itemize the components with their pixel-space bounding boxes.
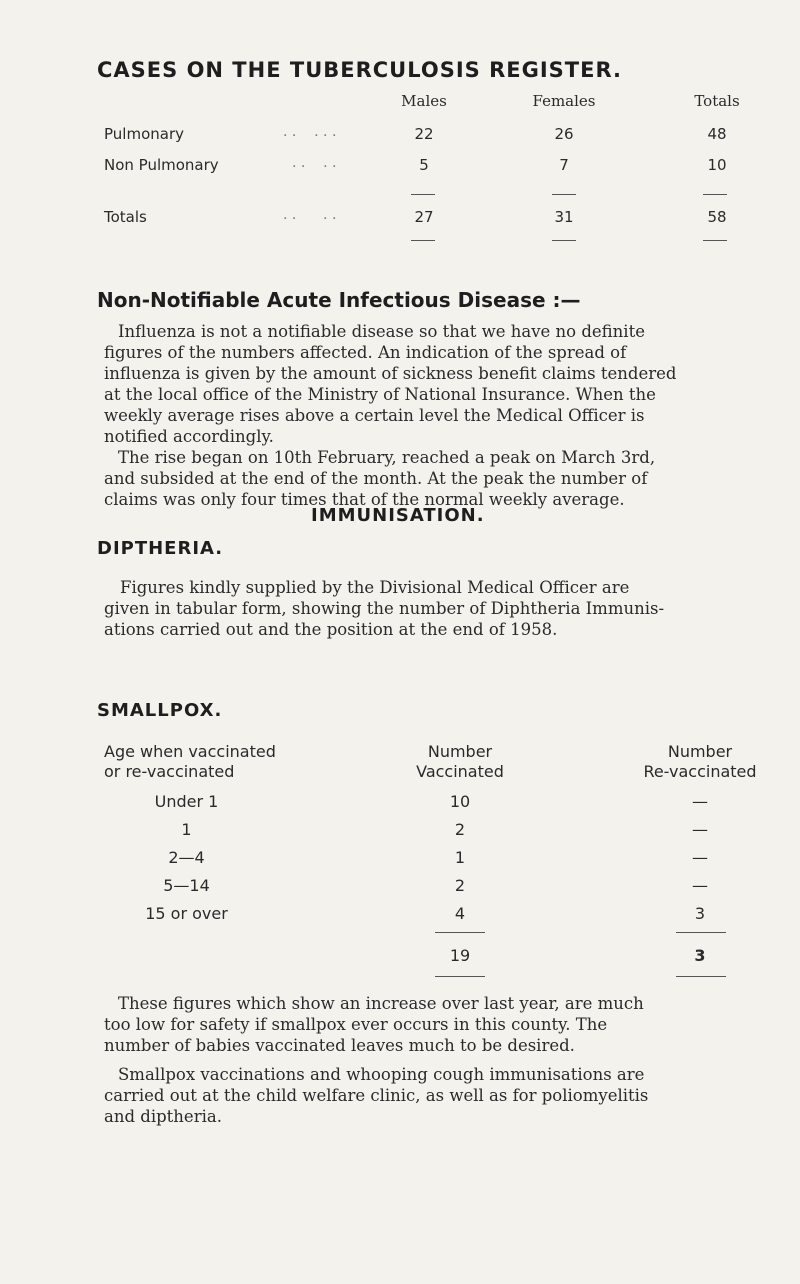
influenza-paragraph xyxy=(104,321,744,510)
text-line: claims was only four times that of the normal weekly average. xyxy=(104,490,625,509)
page-title: CASES ON THE TUBERCULOSIS REGISTER. xyxy=(97,58,622,82)
section-heading-non-notifiable: Non-Notifiable Acute Infectious Disease :— xyxy=(97,288,581,312)
sum-rule xyxy=(703,194,727,195)
sum-rule xyxy=(411,194,435,195)
text-line: given in tabular form, showing the number of Diphtheria Immunis- xyxy=(104,599,665,618)
text-line: too low for safety if smallpox ever occurs in this county. The xyxy=(104,1015,608,1034)
age-2-4: 2—4 xyxy=(168,848,205,867)
text-line: at the local office of the Ministry of National Insurance. When the xyxy=(104,385,656,404)
col-header-vaccinated-line2: Vaccinated xyxy=(416,762,504,781)
age-5-14: 5—14 xyxy=(163,876,210,895)
row-label-pulmonary: Pulmonary xyxy=(104,125,184,143)
revac-under-1: — xyxy=(692,792,708,811)
col-header-revaccinated-line2: Re-vaccinated xyxy=(643,762,757,781)
col-header-age-line1: Age when vaccinated xyxy=(104,742,276,761)
sum-rule xyxy=(552,194,576,195)
sum-rule xyxy=(435,976,485,977)
text-line: notified accordingly. xyxy=(104,427,274,446)
text-line: Figures kindly supplied by the Divisional Medical Officer are xyxy=(120,578,630,597)
cell-total-females: 31 xyxy=(554,208,574,226)
text-line: weekly average rises above a certain level the Medical Officer is xyxy=(104,406,645,425)
text-line: These figures which show an increase over last year, are much xyxy=(118,994,644,1013)
subheading-diptheria: DIPTHERIA. xyxy=(97,538,224,559)
section-heading-immunisation: IMMUNISATION. xyxy=(311,505,485,526)
text-line: figures of the numbers affected. An indication of the spread of xyxy=(104,343,627,362)
col-header-vaccinated-line1: Number xyxy=(427,742,493,761)
diptheria-paragraph xyxy=(104,577,744,640)
sum-rule xyxy=(435,932,485,933)
text-line: carried out at the child welfare clinic, as well as for poliomyelitis xyxy=(104,1086,649,1105)
revac-15-or-over: 3 xyxy=(694,904,706,923)
cell-nonpulmonary-males: 5 xyxy=(419,156,429,174)
cell-pulmonary-females: 26 xyxy=(554,125,574,143)
sum-rule xyxy=(552,240,576,241)
text-line: Influenza is not a notifiable disease so that we have no definite xyxy=(118,322,645,341)
smallpox-paragraph xyxy=(104,993,754,1127)
text-line: and subsided at the end of the month. At the peak the number of xyxy=(104,469,648,488)
vac-total: 19 xyxy=(449,946,471,965)
header-females: Females xyxy=(532,92,596,110)
col-header-age-line2: or re-vaccinated xyxy=(104,762,235,781)
sum-rule xyxy=(411,240,435,241)
cell-pulmonary-totals: 48 xyxy=(707,125,727,143)
age-under-1: Under 1 xyxy=(154,792,219,811)
text-line: influenza is given by the amount of sickness benefit claims tendered xyxy=(104,364,677,383)
vac-2-4: 1 xyxy=(454,848,466,867)
col-header-revaccinated-line1: Number xyxy=(667,742,733,761)
sum-rule xyxy=(676,976,726,977)
cell-total-males: 27 xyxy=(414,208,434,226)
cell-nonpulmonary-totals: 10 xyxy=(707,156,727,174)
leader-dots: . . . . xyxy=(283,207,337,223)
vac-under-1: 10 xyxy=(449,792,471,811)
row-label-totals: Totals xyxy=(104,208,147,226)
vac-5-14: 2 xyxy=(454,876,466,895)
text-line: Smallpox vaccinations and whooping cough immunisations are xyxy=(118,1065,645,1084)
leader-dots: . . . . xyxy=(292,155,337,171)
header-totals: Totals xyxy=(694,92,740,110)
subheading-smallpox: SMALLPOX. xyxy=(97,700,223,721)
header-males: Males xyxy=(401,92,447,110)
row-label-non-pulmonary: Non Pulmonary xyxy=(104,156,219,174)
age-1: 1 xyxy=(181,820,192,839)
text-line: The rise began on 10th February, reached a peak on March 3rd, xyxy=(118,448,656,467)
revac-2-4: — xyxy=(692,848,708,867)
cell-nonpulmonary-females: 7 xyxy=(559,156,569,174)
text-line: number of babies vaccinated leaves much to be desired. xyxy=(104,1036,575,1055)
vac-1: 2 xyxy=(454,820,466,839)
sum-rule xyxy=(676,932,726,933)
sum-rule xyxy=(703,240,727,241)
text-line: ations carried out and the position at the end of 1958. xyxy=(104,620,558,639)
cell-pulmonary-males: 22 xyxy=(414,125,434,143)
leader-dots: . . . . . xyxy=(283,124,337,140)
age-15-or-over: 15 or over xyxy=(145,904,228,923)
revac-total: 3 xyxy=(694,946,706,965)
revac-1: — xyxy=(692,820,708,839)
revac-5-14: — xyxy=(692,876,708,895)
text-line: and diptheria. xyxy=(104,1107,222,1126)
cell-total-totals: 58 xyxy=(707,208,727,226)
vac-15-or-over: 4 xyxy=(454,904,466,923)
